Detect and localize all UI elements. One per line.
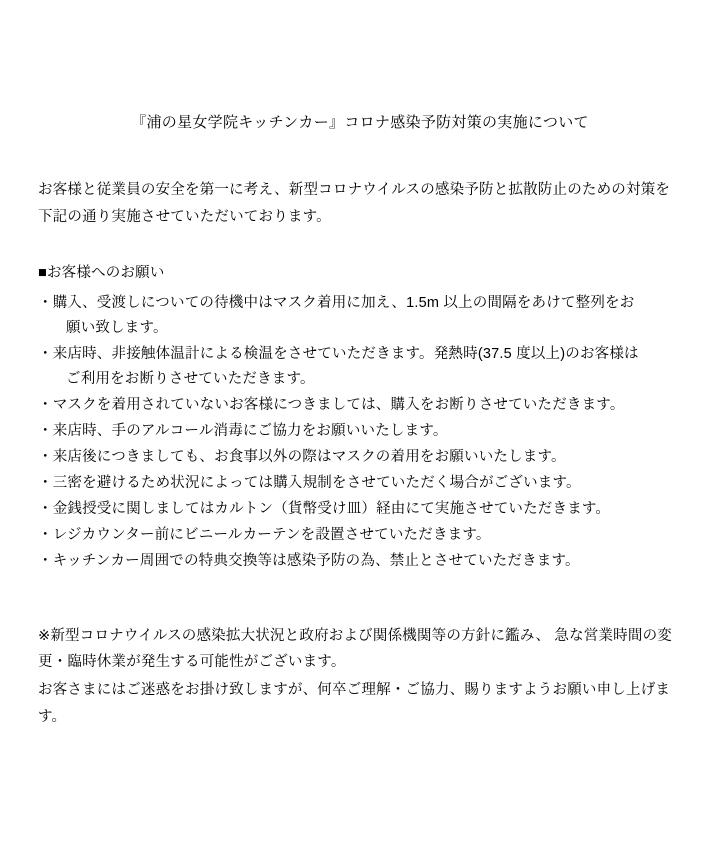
list-item — [38, 497, 682, 522]
list-item-line: ・購入、受渡しについての待機中はマスク着用に加え、1.5m 以上の間隔をあけて整列をお — [38, 295, 635, 312]
list-item-line: ・来店時、手のアルコール消毒にご協力をお願いいたします。 — [38, 422, 448, 439]
list-item-line: ・来店時、非接触体温計による検温をさせていただきます。発熱時(37.5 度以上)のお客様は — [38, 346, 639, 363]
list-item-continuation: 願い致します。 — [66, 320, 168, 337]
request-bullet-list — [38, 285, 682, 573]
list-item — [38, 445, 682, 470]
list-item — [38, 291, 682, 341]
list-item-line: ・来店後につきましても、お食事以外の際はマスクの着用をお願いいたします。 — [38, 448, 566, 465]
list-item-line: ・キッチンカー周囲での特典交換等は感染予防の為、禁止とさせていただきます。 — [38, 552, 580, 569]
list-item — [38, 549, 682, 574]
list-item — [38, 523, 682, 548]
list-item-line: ・金銭授受に関しましてはカルトン（貨幣受け皿）経由にて実施させていただきます。 — [38, 500, 611, 517]
list-item-line: ・マスクを着用されていないお客様につきましては、購入をお断りさせていただきます。 — [38, 397, 625, 414]
page-title: 『浦の星女学院キッチンカー』コロナ感染予防対策の実施について — [131, 114, 589, 131]
list-item-line: ・レジカウンター前にビニールカーテンを設置させていただきます。 — [38, 526, 491, 543]
list-item — [38, 419, 682, 444]
list-item — [38, 393, 682, 418]
closing-notes — [38, 575, 682, 731]
list-item-line: ・三密を避けるため状況によっては購入規制をさせていただく場合がございます。 — [38, 474, 581, 491]
list-item — [38, 471, 682, 496]
intro-paragraph: お客様と従業員の安全を第一に考え、新型コロナウイルスの感染予防と拡散防止のための対策を下記の通り実施させていただいております。 — [38, 182, 671, 225]
list-item-continuation: ご利用をお断りさせていただきます。 — [66, 371, 315, 388]
note-paragraph-apology: お客さまにはご迷惑をお掛け致しますが、何卒ご理解・ご協力、賜りますようお願い申し上げます。 — [38, 682, 671, 725]
section-heading-request: ■お客様へのお願い — [38, 264, 165, 281]
list-item — [38, 342, 682, 392]
note-paragraph-covid: ※新型コロナウイルスの感染拡大状況と政府および関係機関等の方針に鑑み、 急な営業時間の変更・臨時休業が発生する可能性がございます。 — [38, 627, 672, 670]
